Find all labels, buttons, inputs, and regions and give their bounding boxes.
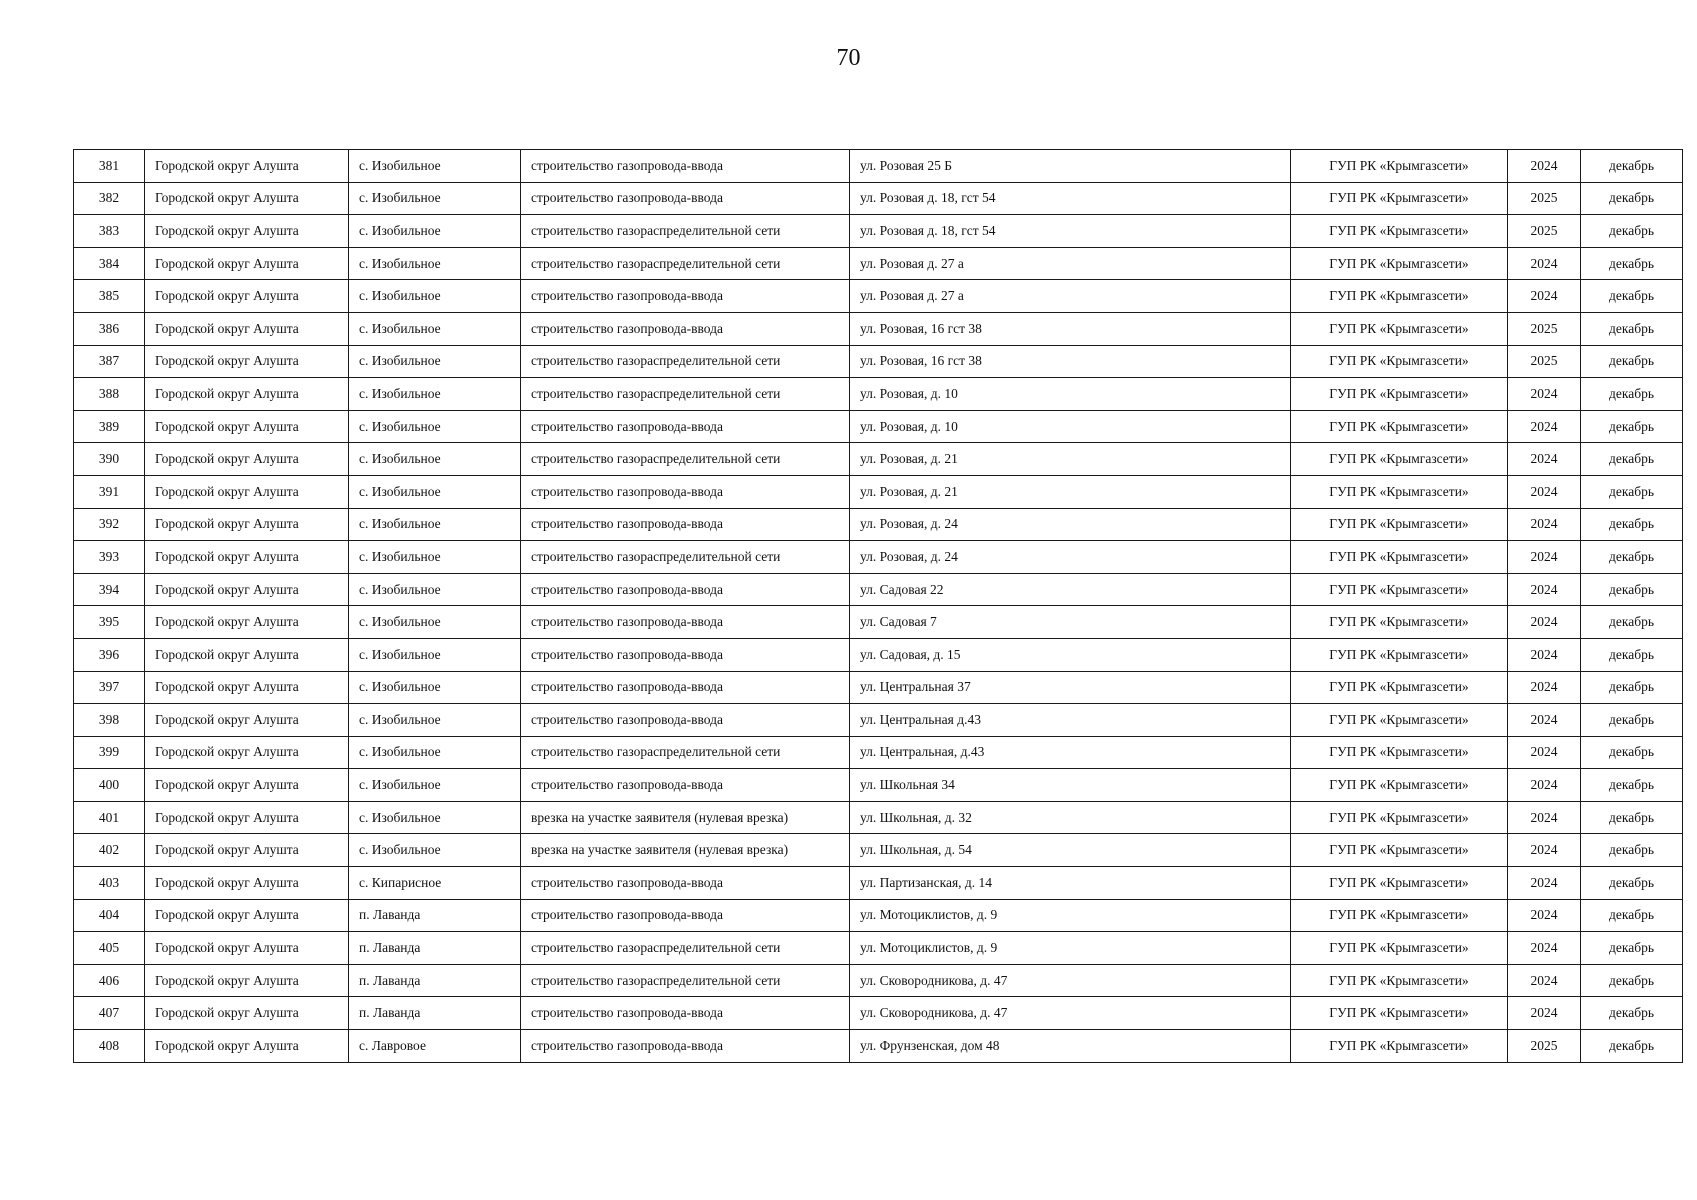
organization-cell: ГУП РК «Крымгазсети» bbox=[1291, 671, 1508, 704]
gasification-table bbox=[73, 149, 1683, 1063]
month-cell: декабрь bbox=[1581, 867, 1683, 900]
settlement-cell: с. Изобильное bbox=[349, 801, 521, 834]
district-cell: Городской округ Алушта bbox=[145, 378, 349, 411]
table-row bbox=[74, 834, 1683, 867]
district-cell: Городской округ Алушта bbox=[145, 867, 349, 900]
settlement-cell: с. Изобильное bbox=[349, 704, 521, 737]
settlement-cell: п. Лаванда bbox=[349, 899, 521, 932]
row-number-cell: 396 bbox=[74, 638, 145, 671]
settlement-cell: с. Изобильное bbox=[349, 215, 521, 248]
year-cell: 2025 bbox=[1508, 312, 1581, 345]
row-number-cell: 405 bbox=[74, 932, 145, 965]
row-number-cell: 384 bbox=[74, 247, 145, 280]
district-cell: Городской округ Алушта bbox=[145, 932, 349, 965]
month-cell: декабрь bbox=[1581, 345, 1683, 378]
organization-cell: ГУП РК «Крымгазсети» bbox=[1291, 867, 1508, 900]
organization-cell: ГУП РК «Крымгазсети» bbox=[1291, 150, 1508, 183]
work-type-cell: строительство газопровода-ввода bbox=[521, 769, 850, 802]
table-row bbox=[74, 606, 1683, 639]
table-row bbox=[74, 247, 1683, 280]
row-number-cell: 388 bbox=[74, 378, 145, 411]
year-cell: 2024 bbox=[1508, 443, 1581, 476]
table-row bbox=[74, 867, 1683, 900]
work-type-cell: строительство газораспределительной сети bbox=[521, 736, 850, 769]
district-cell: Городской округ Алушта bbox=[145, 671, 349, 704]
row-number-cell: 404 bbox=[74, 899, 145, 932]
district-cell: Городской округ Алушта bbox=[145, 541, 349, 574]
organization-cell: ГУП РК «Крымгазсети» bbox=[1291, 541, 1508, 574]
month-cell: декабрь bbox=[1581, 443, 1683, 476]
year-cell: 2024 bbox=[1508, 867, 1581, 900]
month-cell: декабрь bbox=[1581, 150, 1683, 183]
month-cell: декабрь bbox=[1581, 312, 1683, 345]
month-cell: декабрь bbox=[1581, 638, 1683, 671]
month-cell: декабрь bbox=[1581, 899, 1683, 932]
district-cell: Городской округ Алушта bbox=[145, 769, 349, 802]
district-cell: Городской округ Алушта bbox=[145, 834, 349, 867]
settlement-cell: с. Изобильное bbox=[349, 769, 521, 802]
district-cell: Городской округ Алушта bbox=[145, 247, 349, 280]
row-number-cell: 398 bbox=[74, 704, 145, 737]
settlement-cell: с. Изобильное bbox=[349, 834, 521, 867]
settlement-cell: с. Изобильное bbox=[349, 606, 521, 639]
settlement-cell: с. Изобильное bbox=[349, 573, 521, 606]
organization-cell: ГУП РК «Крымгазсети» bbox=[1291, 247, 1508, 280]
address-cell: ул. Розовая, д. 21 bbox=[850, 475, 1291, 508]
row-number-cell: 382 bbox=[74, 182, 145, 215]
year-cell: 2024 bbox=[1508, 247, 1581, 280]
month-cell: декабрь bbox=[1581, 671, 1683, 704]
organization-cell: ГУП РК «Крымгазсети» bbox=[1291, 964, 1508, 997]
address-cell: ул. Фрунзенская, дом 48 bbox=[850, 1030, 1291, 1063]
row-number-cell: 383 bbox=[74, 215, 145, 248]
address-cell: ул. Садовая, д. 15 bbox=[850, 638, 1291, 671]
table-row bbox=[74, 899, 1683, 932]
month-cell: декабрь bbox=[1581, 410, 1683, 443]
organization-cell: ГУП РК «Крымгазсети» bbox=[1291, 378, 1508, 411]
row-number-cell: 408 bbox=[74, 1030, 145, 1063]
district-cell: Городской округ Алушта bbox=[145, 801, 349, 834]
year-cell: 2024 bbox=[1508, 704, 1581, 737]
organization-cell: ГУП РК «Крымгазсети» bbox=[1291, 932, 1508, 965]
work-type-cell: строительство газопровода-ввода bbox=[521, 280, 850, 313]
organization-cell: ГУП РК «Крымгазсети» bbox=[1291, 704, 1508, 737]
settlement-cell: с. Изобильное bbox=[349, 508, 521, 541]
district-cell: Городской округ Алушта bbox=[145, 573, 349, 606]
district-cell: Городской округ Алушта bbox=[145, 215, 349, 248]
row-number-cell: 406 bbox=[74, 964, 145, 997]
table-row bbox=[74, 736, 1683, 769]
address-cell: ул. Сковородникова, д. 47 bbox=[850, 997, 1291, 1030]
settlement-cell: с. Изобильное bbox=[349, 345, 521, 378]
year-cell: 2024 bbox=[1508, 899, 1581, 932]
work-type-cell: строительство газопровода-ввода bbox=[521, 899, 850, 932]
address-cell: ул. Школьная, д. 54 bbox=[850, 834, 1291, 867]
table-row bbox=[74, 769, 1683, 802]
organization-cell: ГУП РК «Крымгазсети» bbox=[1291, 345, 1508, 378]
year-cell: 2024 bbox=[1508, 834, 1581, 867]
row-number-cell: 394 bbox=[74, 573, 145, 606]
year-cell: 2024 bbox=[1508, 736, 1581, 769]
row-number-cell: 385 bbox=[74, 280, 145, 313]
settlement-cell: с. Изобильное bbox=[349, 150, 521, 183]
row-number-cell: 401 bbox=[74, 801, 145, 834]
work-type-cell: строительство газораспределительной сети bbox=[521, 215, 850, 248]
month-cell: декабрь bbox=[1581, 378, 1683, 411]
work-type-cell: врезка на участке заявителя (нулевая врезка) bbox=[521, 801, 850, 834]
settlement-cell: с. Изобильное bbox=[349, 541, 521, 574]
year-cell: 2024 bbox=[1508, 410, 1581, 443]
month-cell: декабрь bbox=[1581, 247, 1683, 280]
organization-cell: ГУП РК «Крымгазсети» bbox=[1291, 508, 1508, 541]
row-number-cell: 395 bbox=[74, 606, 145, 639]
organization-cell: ГУП РК «Крымгазсети» bbox=[1291, 736, 1508, 769]
table-row bbox=[74, 378, 1683, 411]
work-type-cell: строительство газопровода-ввода bbox=[521, 410, 850, 443]
month-cell: декабрь bbox=[1581, 736, 1683, 769]
district-cell: Городской округ Алушта bbox=[145, 312, 349, 345]
year-cell: 2024 bbox=[1508, 573, 1581, 606]
table-row bbox=[74, 964, 1683, 997]
month-cell: декабрь bbox=[1581, 964, 1683, 997]
row-number-cell: 407 bbox=[74, 997, 145, 1030]
settlement-cell: с. Изобильное bbox=[349, 443, 521, 476]
settlement-cell: п. Лаванда bbox=[349, 997, 521, 1030]
row-number-cell: 402 bbox=[74, 834, 145, 867]
row-number-cell: 389 bbox=[74, 410, 145, 443]
month-cell: декабрь bbox=[1581, 704, 1683, 737]
year-cell: 2024 bbox=[1508, 150, 1581, 183]
organization-cell: ГУП РК «Крымгазсети» bbox=[1291, 769, 1508, 802]
organization-cell: ГУП РК «Крымгазсети» bbox=[1291, 801, 1508, 834]
address-cell: ул. Садовая 22 bbox=[850, 573, 1291, 606]
year-cell: 2025 bbox=[1508, 182, 1581, 215]
row-number-cell: 391 bbox=[74, 475, 145, 508]
table-row bbox=[74, 312, 1683, 345]
district-cell: Городской округ Алушта bbox=[145, 704, 349, 737]
month-cell: декабрь bbox=[1581, 801, 1683, 834]
row-number-cell: 392 bbox=[74, 508, 145, 541]
address-cell: ул. Школьная 34 bbox=[850, 769, 1291, 802]
year-cell: 2025 bbox=[1508, 1030, 1581, 1063]
month-cell: декабрь bbox=[1581, 769, 1683, 802]
settlement-cell: с. Изобильное bbox=[349, 312, 521, 345]
address-cell: ул. Центральная 37 bbox=[850, 671, 1291, 704]
work-type-cell: строительство газопровода-ввода bbox=[521, 867, 850, 900]
row-number-cell: 399 bbox=[74, 736, 145, 769]
address-cell: ул. Центральная, д.43 bbox=[850, 736, 1291, 769]
month-cell: декабрь bbox=[1581, 475, 1683, 508]
work-type-cell: строительство газораспределительной сети bbox=[521, 964, 850, 997]
settlement-cell: п. Лаванда bbox=[349, 964, 521, 997]
organization-cell: ГУП РК «Крымгазсети» bbox=[1291, 215, 1508, 248]
table-row bbox=[74, 508, 1683, 541]
settlement-cell: п. Лаванда bbox=[349, 932, 521, 965]
address-cell: ул. Партизанская, д. 14 bbox=[850, 867, 1291, 900]
work-type-cell: строительство газопровода-ввода bbox=[521, 150, 850, 183]
month-cell: декабрь bbox=[1581, 541, 1683, 574]
row-number-cell: 397 bbox=[74, 671, 145, 704]
work-type-cell: строительство газораспределительной сети bbox=[521, 247, 850, 280]
work-type-cell: строительство газопровода-ввода bbox=[521, 475, 850, 508]
district-cell: Городской округ Алушта bbox=[145, 638, 349, 671]
month-cell: декабрь bbox=[1581, 997, 1683, 1030]
row-number-cell: 390 bbox=[74, 443, 145, 476]
year-cell: 2024 bbox=[1508, 801, 1581, 834]
work-type-cell: строительство газопровода-ввода bbox=[521, 508, 850, 541]
address-cell: ул. Розовая д. 27 а bbox=[850, 247, 1291, 280]
district-cell: Городской округ Алушта bbox=[145, 150, 349, 183]
work-type-cell: строительство газораспределительной сети bbox=[521, 443, 850, 476]
settlement-cell: с. Изобильное bbox=[349, 182, 521, 215]
organization-cell: ГУП РК «Крымгазсети» bbox=[1291, 280, 1508, 313]
settlement-cell: с. Изобильное bbox=[349, 638, 521, 671]
month-cell: декабрь bbox=[1581, 834, 1683, 867]
row-number-cell: 387 bbox=[74, 345, 145, 378]
address-cell: ул. Розовая д. 18, гст 54 bbox=[850, 215, 1291, 248]
settlement-cell: с. Изобильное bbox=[349, 280, 521, 313]
organization-cell: ГУП РК «Крымгазсети» bbox=[1291, 997, 1508, 1030]
work-type-cell: строительство газораспределительной сети bbox=[521, 541, 850, 574]
table-row bbox=[74, 280, 1683, 313]
work-type-cell: врезка на участке заявителя (нулевая врезка) bbox=[521, 834, 850, 867]
table-row bbox=[74, 671, 1683, 704]
address-cell: ул. Розовая, д. 21 bbox=[850, 443, 1291, 476]
work-type-cell: строительство газопровода-ввода bbox=[521, 704, 850, 737]
organization-cell: ГУП РК «Крымгазсети» bbox=[1291, 312, 1508, 345]
address-cell: ул. Мотоциклистов, д. 9 bbox=[850, 899, 1291, 932]
year-cell: 2024 bbox=[1508, 606, 1581, 639]
district-cell: Городской округ Алушта bbox=[145, 475, 349, 508]
month-cell: декабрь bbox=[1581, 1030, 1683, 1063]
settlement-cell: с. Изобильное bbox=[349, 475, 521, 508]
organization-cell: ГУП РК «Крымгазсети» bbox=[1291, 182, 1508, 215]
district-cell: Городской округ Алушта bbox=[145, 443, 349, 476]
year-cell: 2024 bbox=[1508, 541, 1581, 574]
district-cell: Городской округ Алушта bbox=[145, 1030, 349, 1063]
year-cell: 2024 bbox=[1508, 997, 1581, 1030]
row-number-cell: 400 bbox=[74, 769, 145, 802]
address-cell: ул. Мотоциклистов, д. 9 bbox=[850, 932, 1291, 965]
work-type-cell: строительство газораспределительной сети bbox=[521, 345, 850, 378]
year-cell: 2024 bbox=[1508, 932, 1581, 965]
month-cell: декабрь bbox=[1581, 508, 1683, 541]
district-cell: Городской округ Алушта bbox=[145, 345, 349, 378]
year-cell: 2025 bbox=[1508, 345, 1581, 378]
organization-cell: ГУП РК «Крымгазсети» bbox=[1291, 475, 1508, 508]
organization-cell: ГУП РК «Крымгазсети» bbox=[1291, 834, 1508, 867]
year-cell: 2024 bbox=[1508, 475, 1581, 508]
work-type-cell: строительство газопровода-ввода bbox=[521, 573, 850, 606]
table-row bbox=[74, 215, 1683, 248]
table-row bbox=[74, 541, 1683, 574]
settlement-cell: с. Изобильное bbox=[349, 378, 521, 411]
address-cell: ул. Розовая 25 Б bbox=[850, 150, 1291, 183]
row-number-cell: 381 bbox=[74, 150, 145, 183]
table-row bbox=[74, 182, 1683, 215]
work-type-cell: строительство газопровода-ввода bbox=[521, 606, 850, 639]
district-cell: Городской округ Алушта bbox=[145, 899, 349, 932]
month-cell: декабрь bbox=[1581, 280, 1683, 313]
table-row bbox=[74, 573, 1683, 606]
year-cell: 2024 bbox=[1508, 769, 1581, 802]
organization-cell: ГУП РК «Крымгазсети» bbox=[1291, 573, 1508, 606]
address-cell: ул. Школьная, д. 32 bbox=[850, 801, 1291, 834]
work-type-cell: строительство газопровода-ввода bbox=[521, 638, 850, 671]
year-cell: 2024 bbox=[1508, 671, 1581, 704]
work-type-cell: строительство газопровода-ввода bbox=[521, 1030, 850, 1063]
address-cell: ул. Розовая, д. 10 bbox=[850, 410, 1291, 443]
work-type-cell: строительство газораспределительной сети bbox=[521, 932, 850, 965]
district-cell: Городской округ Алушта bbox=[145, 964, 349, 997]
address-cell: ул. Розовая, д. 24 bbox=[850, 508, 1291, 541]
row-number-cell: 403 bbox=[74, 867, 145, 900]
row-number-cell: 386 bbox=[74, 312, 145, 345]
district-cell: Городской округ Алушта bbox=[145, 606, 349, 639]
settlement-cell: с. Кипарисное bbox=[349, 867, 521, 900]
month-cell: декабрь bbox=[1581, 606, 1683, 639]
settlement-cell: с. Лавровое bbox=[349, 1030, 521, 1063]
table-row bbox=[74, 475, 1683, 508]
address-cell: ул. Розовая д. 27 а bbox=[850, 280, 1291, 313]
work-type-cell: строительство газораспределительной сети bbox=[521, 378, 850, 411]
table-row bbox=[74, 801, 1683, 834]
address-cell: ул. Розовая, 16 гст 38 bbox=[850, 345, 1291, 378]
month-cell: декабрь bbox=[1581, 573, 1683, 606]
work-type-cell: строительство газопровода-ввода bbox=[521, 997, 850, 1030]
address-cell: ул. Садовая 7 bbox=[850, 606, 1291, 639]
district-cell: Городской округ Алушта bbox=[145, 997, 349, 1030]
year-cell: 2024 bbox=[1508, 280, 1581, 313]
district-cell: Городской округ Алушта bbox=[145, 410, 349, 443]
year-cell: 2024 bbox=[1508, 378, 1581, 411]
organization-cell: ГУП РК «Крымгазсети» bbox=[1291, 410, 1508, 443]
row-number-cell: 393 bbox=[74, 541, 145, 574]
table-body bbox=[74, 150, 1683, 1063]
settlement-cell: с. Изобильное bbox=[349, 410, 521, 443]
month-cell: декабрь bbox=[1581, 215, 1683, 248]
organization-cell: ГУП РК «Крымгазсети» bbox=[1291, 606, 1508, 639]
district-cell: Городской округ Алушта bbox=[145, 182, 349, 215]
address-cell: ул. Розовая д. 18, гст 54 bbox=[850, 182, 1291, 215]
organization-cell: ГУП РК «Крымгазсети» bbox=[1291, 638, 1508, 671]
address-cell: ул. Розовая, д. 10 bbox=[850, 378, 1291, 411]
year-cell: 2025 bbox=[1508, 215, 1581, 248]
organization-cell: ГУП РК «Крымгазсети» bbox=[1291, 899, 1508, 932]
year-cell: 2024 bbox=[1508, 508, 1581, 541]
table-row bbox=[74, 997, 1683, 1030]
address-cell: ул. Центральная д.43 bbox=[850, 704, 1291, 737]
table-row bbox=[74, 443, 1683, 476]
page-number: 70 bbox=[836, 45, 861, 71]
work-type-cell: строительство газопровода-ввода bbox=[521, 671, 850, 704]
settlement-cell: с. Изобильное bbox=[349, 671, 521, 704]
year-cell: 2024 bbox=[1508, 964, 1581, 997]
table-row bbox=[74, 345, 1683, 378]
table-row bbox=[74, 638, 1683, 671]
organization-cell: ГУП РК «Крымгазсети» bbox=[1291, 443, 1508, 476]
year-cell: 2024 bbox=[1508, 638, 1581, 671]
organization-cell: ГУП РК «Крымгазсети» bbox=[1291, 1030, 1508, 1063]
month-cell: декабрь bbox=[1581, 932, 1683, 965]
address-cell: ул. Розовая, 16 гст 38 bbox=[850, 312, 1291, 345]
work-type-cell: строительство газопровода-ввода bbox=[521, 182, 850, 215]
district-cell: Городской округ Алушта bbox=[145, 736, 349, 769]
table-row bbox=[74, 1030, 1683, 1063]
address-cell: ул. Сковородникова, д. 47 bbox=[850, 964, 1291, 997]
settlement-cell: с. Изобильное bbox=[349, 736, 521, 769]
table-row bbox=[74, 150, 1683, 183]
work-type-cell: строительство газопровода-ввода bbox=[521, 312, 850, 345]
settlement-cell: с. Изобильное bbox=[349, 247, 521, 280]
table-row bbox=[74, 704, 1683, 737]
address-cell: ул. Розовая, д. 24 bbox=[850, 541, 1291, 574]
district-cell: Городской округ Алушта bbox=[145, 508, 349, 541]
table-row bbox=[74, 410, 1683, 443]
table-row bbox=[74, 932, 1683, 965]
district-cell: Городской округ Алушта bbox=[145, 280, 349, 313]
month-cell: декабрь bbox=[1581, 182, 1683, 215]
